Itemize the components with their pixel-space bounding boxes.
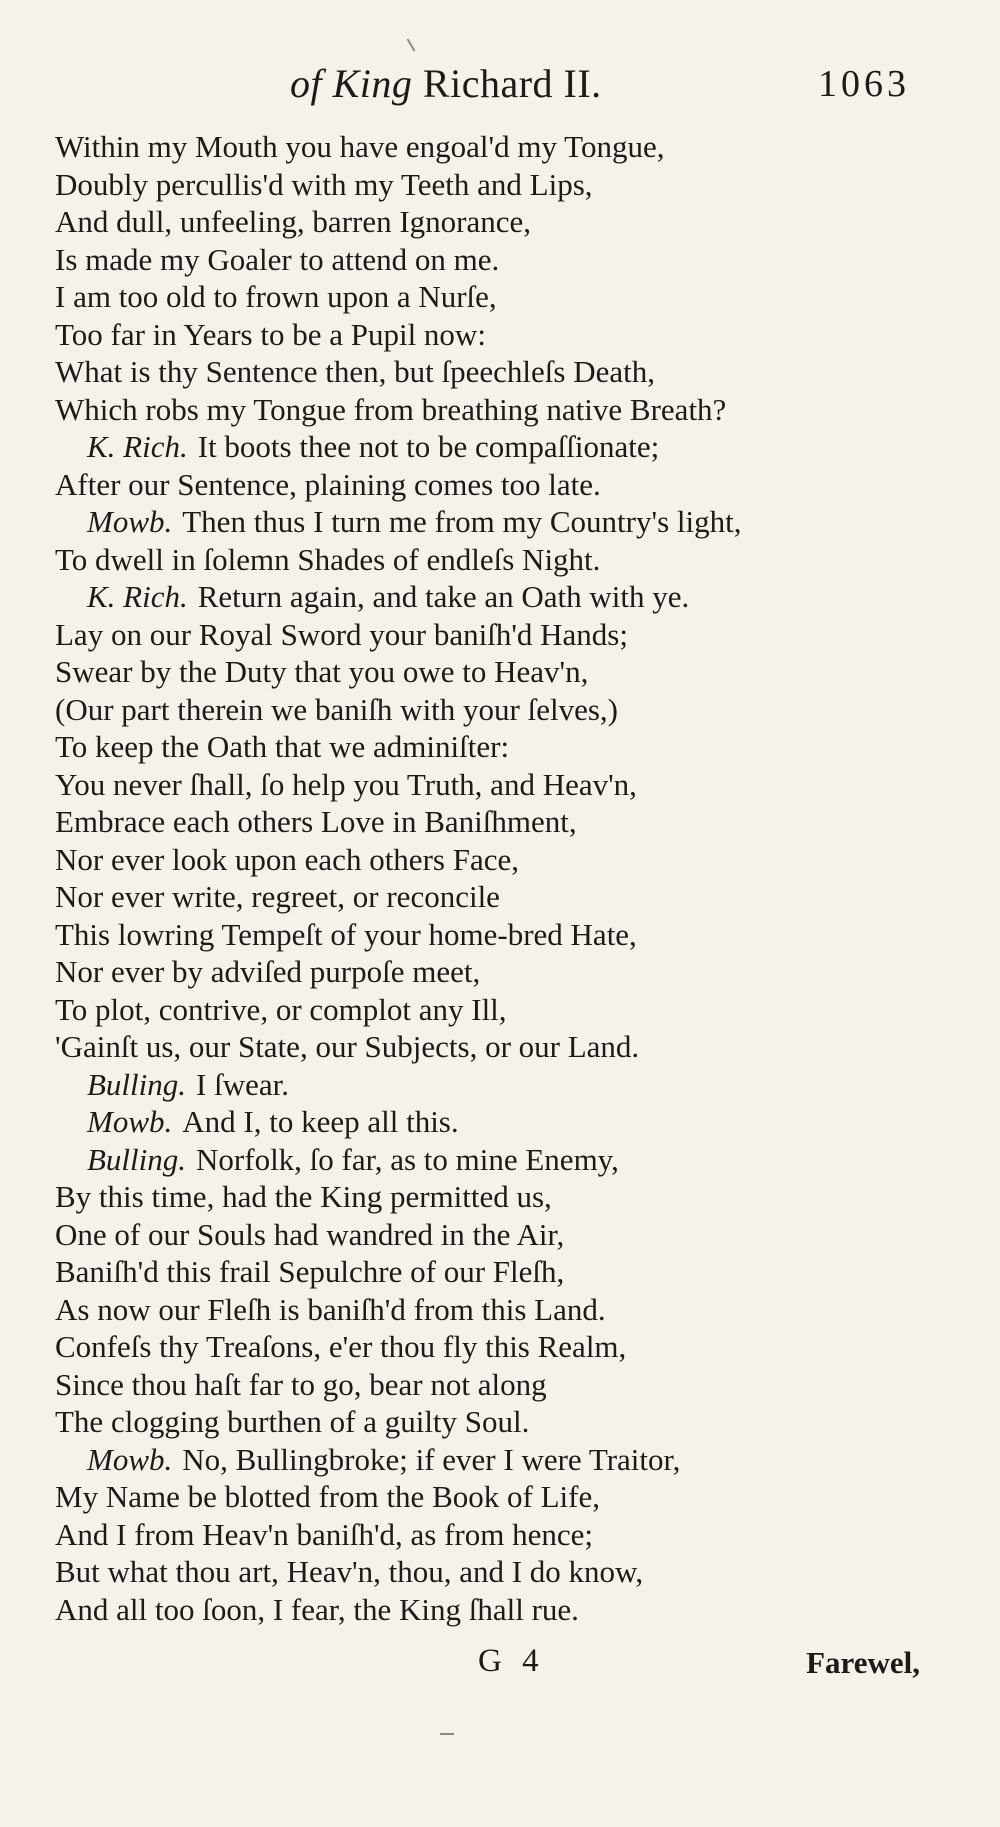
- verse-line: [55, 1328, 935, 1366]
- verse-line: [55, 1178, 935, 1216]
- line-text: Then thus I turn me from my Country's light,: [182, 504, 742, 539]
- line-text: What is thy Sentence then, but ſpeechleſs Death,: [55, 354, 656, 389]
- verse-line: [55, 466, 935, 504]
- line-text: Swear by the Duty that you owe to Heav'n,: [55, 654, 589, 689]
- page-footer: [0, 1643, 1000, 1693]
- line-text: To plot, contrive, or complot any Ill,: [55, 991, 507, 1027]
- line-text: Embrace each others Love in Baniſhment,: [55, 804, 577, 839]
- line-text: As now our Fleſh is baniſh'd from this Land.: [55, 1291, 606, 1327]
- line-text: By this time, had the King permitted us,: [55, 1179, 552, 1214]
- verse-line: [55, 128, 935, 166]
- speaker-name: K. Rich.: [87, 429, 188, 464]
- line-text: But what thou art, Heav'n, thou, and I do know,: [55, 1554, 644, 1589]
- line-text: And I from Heav'n baniſh'd, as from hence;: [55, 1516, 594, 1552]
- speech-line: [55, 1141, 935, 1179]
- line-text: One of our Souls had wandred in the Air,: [55, 1216, 565, 1252]
- speaker-name: Bulling.: [87, 1066, 187, 1102]
- line-text: (Our part therein we baniſh with your ſelves,): [55, 691, 618, 727]
- line-text: Nor ever by adviſed purpoſe meet,: [55, 954, 481, 989]
- verse-line: [55, 166, 935, 204]
- line-text: Is made my Goaler to attend on me.: [55, 241, 500, 277]
- line-text: No, Bullingbroke; if ever I were Traitor,: [182, 1441, 681, 1477]
- verse-line: [55, 1216, 935, 1254]
- line-text: My Name be blotted from the Book of Life,: [55, 1479, 600, 1514]
- verse-line: [55, 1478, 935, 1516]
- line-text: To keep the Oath that we adminiſter:: [55, 729, 510, 764]
- verse-line: [55, 766, 935, 804]
- speech-line: [55, 428, 935, 466]
- speaker-name: Bulling.: [87, 1141, 187, 1177]
- verse-line: [55, 391, 935, 429]
- verse-line: [55, 1516, 935, 1554]
- speech-line: [55, 1103, 935, 1141]
- line-text: Lay on our Royal Sword your baniſh'd Hands;: [55, 616, 628, 652]
- line-text: 'Gainſt us, our State, our Subjects, or our Land.: [55, 1029, 640, 1064]
- speech-line: [55, 503, 935, 541]
- paper-speck: [407, 38, 416, 51]
- page-header: [0, 60, 1000, 120]
- verse-line: [55, 878, 935, 916]
- verse-line: [55, 316, 935, 354]
- line-text: The clogging burthen of a guilty Soul.: [55, 1404, 530, 1439]
- verse-line: [55, 991, 935, 1029]
- line-text: Norfolk, ſo far, as to mine Enemy,: [196, 1141, 619, 1177]
- line-text: I ſwear.: [196, 1066, 289, 1102]
- signature-mark: G 4: [478, 1643, 545, 1679]
- line-text: Too far in Years to be a Pupil now:: [55, 316, 486, 352]
- page-number: 1063: [818, 63, 910, 105]
- running-title-italic: of King: [290, 61, 413, 106]
- verse-line: [55, 953, 935, 991]
- line-text: After our Sentence, plaining comes too late.: [55, 466, 601, 502]
- line-text: Return again, and take an Oath with ye.: [197, 579, 690, 614]
- verse-line: [55, 278, 935, 316]
- verse-line: [55, 541, 935, 579]
- speech-line: [55, 578, 935, 616]
- line-text: Confeſs thy Treaſons, e'er thou fly this Realm,: [55, 1329, 627, 1364]
- speech-line: [55, 1441, 935, 1479]
- verse-line: [55, 653, 935, 691]
- verse-line: [55, 1291, 935, 1329]
- catchword: Farewel,: [806, 1645, 920, 1680]
- verse-line: [55, 616, 935, 654]
- verse-line: [55, 841, 935, 879]
- line-text: Nor ever write, regreet, or reconcile: [55, 879, 500, 914]
- line-text: Nor ever look upon each others Face,: [55, 841, 519, 877]
- line-text: And dull, unfeeling, barren Ignorance,: [55, 204, 532, 239]
- running-title: [290, 60, 602, 107]
- line-text: I am too old to frown upon a Nurſe,: [55, 279, 497, 314]
- line-text: To dwell in ſolemn Shades of endleſs Night.: [55, 541, 601, 577]
- line-text: Since thou haſt far to go, bear not along: [55, 1366, 547, 1402]
- verse-line: [55, 1253, 935, 1291]
- line-text: Within my Mouth you have engoal'd my Tongue,: [55, 129, 665, 164]
- verse-line: [55, 1366, 935, 1404]
- line-text: Baniſh'd this frail Sepulchre of our Fleſh,: [55, 1254, 565, 1289]
- verse-line: [55, 1028, 935, 1066]
- verse-line: [55, 728, 935, 766]
- line-text: Doubly percullis'd with my Teeth and Lips,: [55, 166, 593, 202]
- verse-line: [55, 1403, 935, 1441]
- line-text: And I, to keep all this.: [182, 1104, 459, 1139]
- verse-line: [55, 203, 935, 241]
- line-text: It boots thee not to be compaſſionate;: [197, 429, 660, 464]
- verse-line: [55, 1591, 935, 1629]
- verse-text: [55, 128, 935, 1628]
- speaker-name: Mowb.: [87, 504, 173, 539]
- speaker-name: Mowb.: [87, 1441, 173, 1477]
- verse-line: [55, 803, 935, 841]
- line-text: Which robs my Tongue from breathing native Breath?: [55, 391, 727, 427]
- running-title-roman: Richard II.: [422, 61, 602, 106]
- line-text: And all too ſoon, I fear, the King ſhall rue.: [55, 1591, 579, 1627]
- verse-line: [55, 916, 935, 954]
- verse-line: [55, 241, 935, 279]
- paper-speck: [440, 1733, 454, 1735]
- line-text: You never ſhall, ſo help you Truth, and Heav'n,: [55, 766, 637, 802]
- verse-line: [55, 1553, 935, 1591]
- verse-line: [55, 353, 935, 391]
- speaker-name: K. Rich.: [87, 579, 188, 614]
- line-text: This lowring Tempeſt of your home-bred Hate,: [55, 916, 637, 952]
- verse-line: [55, 691, 935, 729]
- speaker-name: Mowb.: [87, 1104, 173, 1139]
- speech-line: [55, 1066, 935, 1104]
